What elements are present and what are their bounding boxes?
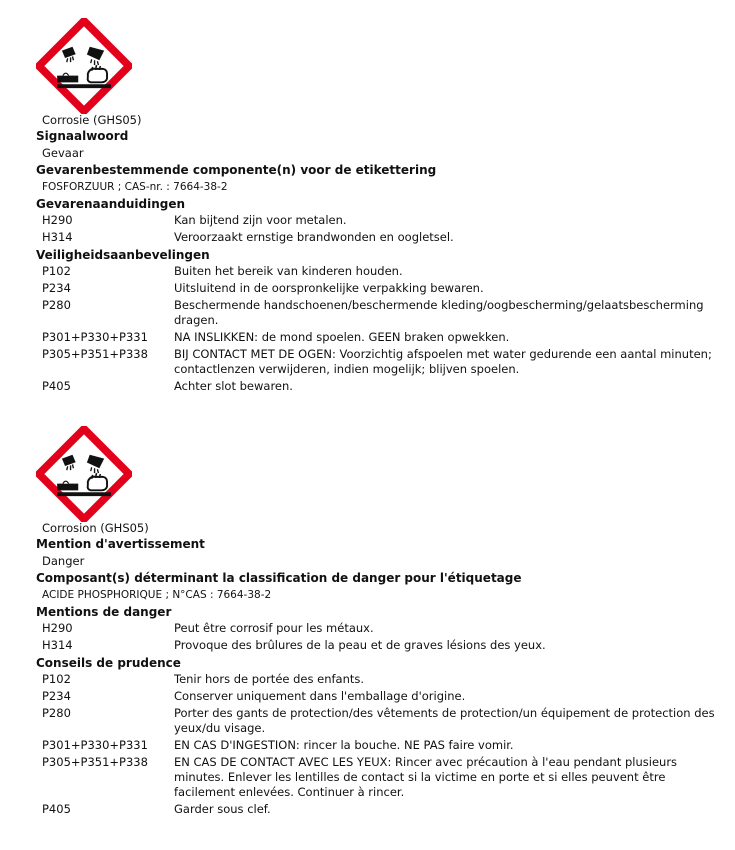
hazard-heading: Gevarenaanduidingen — [36, 197, 186, 211]
precaution-text: BIJ CONTACT MET DE OGEN: Voorzichtig afspoelen met water gedurende een aantal minuten; contactlenzen verwijderen, indien mogelijk; blijven spoelen. — [174, 347, 712, 376]
precaution-text: Uitsluitend in de oorspronkelijke verpakking bewaren. — [174, 281, 484, 295]
hazard-text: Peut être corrosif pour les métaux. — [174, 621, 374, 635]
precaution-heading: Conseils de prudence — [36, 656, 181, 670]
hazard-text: Veroorzaakt ernstige brandwonden en oogletsel. — [174, 230, 454, 244]
precaution-row — [36, 264, 726, 279]
precaution-code: P305+P351+P338 — [42, 755, 148, 769]
precaution-code: P301+P330+P331 — [42, 738, 148, 752]
components-heading: Gevarenbestemmende componente(n) voor de etikettering — [36, 163, 437, 177]
precaution-code: P102 — [42, 264, 71, 278]
components-heading: Composant(s) déterminant la classification de danger pour l'étiquetage — [36, 571, 522, 585]
precaution-row — [36, 281, 726, 296]
precaution-code: P305+P351+P338 — [42, 347, 148, 361]
precaution-text: EN CAS D'INGESTION: rincer la bouche. NE PAS faire vomir. — [174, 738, 514, 752]
precaution-code: P234 — [42, 281, 71, 295]
hazard-code: H290 — [42, 621, 73, 635]
precaution-text: EN CAS DE CONTACT AVEC LES YEUX: Rincer avec précaution à l'eau pendant plusieurs minutes. Enlever les lentilles de contact si la victime en porte et si elles peuvent être facilement enlevées. Continuer à rincer. — [174, 755, 678, 799]
precaution-text: NA INSLIKKEN: de mond spoelen. GEEN braken opwekken. — [174, 330, 510, 344]
components-value: FOSFORZUUR ; CAS-nr. : 7664-38-2 — [42, 181, 228, 193]
precaution-row — [36, 706, 726, 736]
hazard-list — [36, 213, 726, 245]
precaution-row — [36, 298, 726, 328]
pictogram-caption: Corrosie (GHS05) — [42, 113, 142, 127]
precaution-list — [36, 264, 726, 394]
precaution-row — [36, 755, 726, 800]
precaution-text: Conserver uniquement dans l'emballage d'origine. — [174, 689, 466, 703]
precaution-row — [36, 379, 726, 394]
signal-word-heading: Mention d'avertissement — [36, 537, 205, 551]
precaution-row — [36, 802, 726, 817]
precaution-row — [36, 330, 726, 345]
hazard-text: Provoque des brûlures de la peau et de graves lésions des yeux. — [174, 638, 546, 652]
hazard-row — [36, 638, 726, 653]
precaution-row — [36, 738, 726, 753]
section-dutch — [36, 18, 726, 396]
precaution-text: Beschermende handschoenen/beschermende kleding/oogbescherming/gelaatsbescherming dragen. — [174, 298, 704, 327]
hazard-row — [36, 621, 726, 636]
precaution-code: P102 — [42, 672, 71, 686]
corrosion-ghs05-icon — [36, 426, 132, 522]
hazard-row — [36, 230, 726, 245]
hazard-row — [36, 213, 726, 228]
precaution-heading: Veiligheidsaanbevelingen — [36, 248, 210, 262]
precaution-text: Achter slot bewaren. — [174, 379, 293, 393]
hazard-code: H314 — [42, 638, 73, 652]
precaution-code: P280 — [42, 298, 71, 312]
precaution-code: P234 — [42, 689, 71, 703]
precaution-code: P280 — [42, 706, 71, 720]
section-french — [36, 426, 726, 819]
hazard-text: Kan bijtend zijn voor metalen. — [174, 213, 347, 227]
precaution-text: Porter des gants de protection/des vêtements de protection/un équipement de protection des yeux/du visage. — [174, 706, 715, 735]
hazard-heading: Mentions de danger — [36, 605, 172, 619]
hazard-list — [36, 621, 726, 653]
hazard-code: H314 — [42, 230, 73, 244]
pictogram-caption: Corrosion (GHS05) — [42, 521, 149, 535]
components-value: ACIDE PHOSPHORIQUE ; N°CAS : 7664-38-2 — [42, 589, 272, 601]
corrosion-ghs05-icon — [36, 18, 132, 114]
precaution-list — [36, 672, 726, 817]
precaution-code: P301+P330+P331 — [42, 330, 148, 344]
precaution-row — [36, 689, 726, 704]
hazard-code: H290 — [42, 213, 73, 227]
signal-word: Danger — [42, 554, 85, 568]
precaution-row — [36, 347, 726, 377]
precaution-code: P405 — [42, 379, 71, 393]
precaution-row — [36, 672, 726, 687]
precaution-text: Buiten het bereik van kinderen houden. — [174, 264, 403, 278]
precaution-text: Garder sous clef. — [174, 802, 271, 816]
precaution-code: P405 — [42, 802, 71, 816]
signal-word: Gevaar — [42, 146, 84, 160]
precaution-text: Tenir hors de portée des enfants. — [174, 672, 365, 686]
signal-word-heading: Signaalwoord — [36, 129, 129, 143]
